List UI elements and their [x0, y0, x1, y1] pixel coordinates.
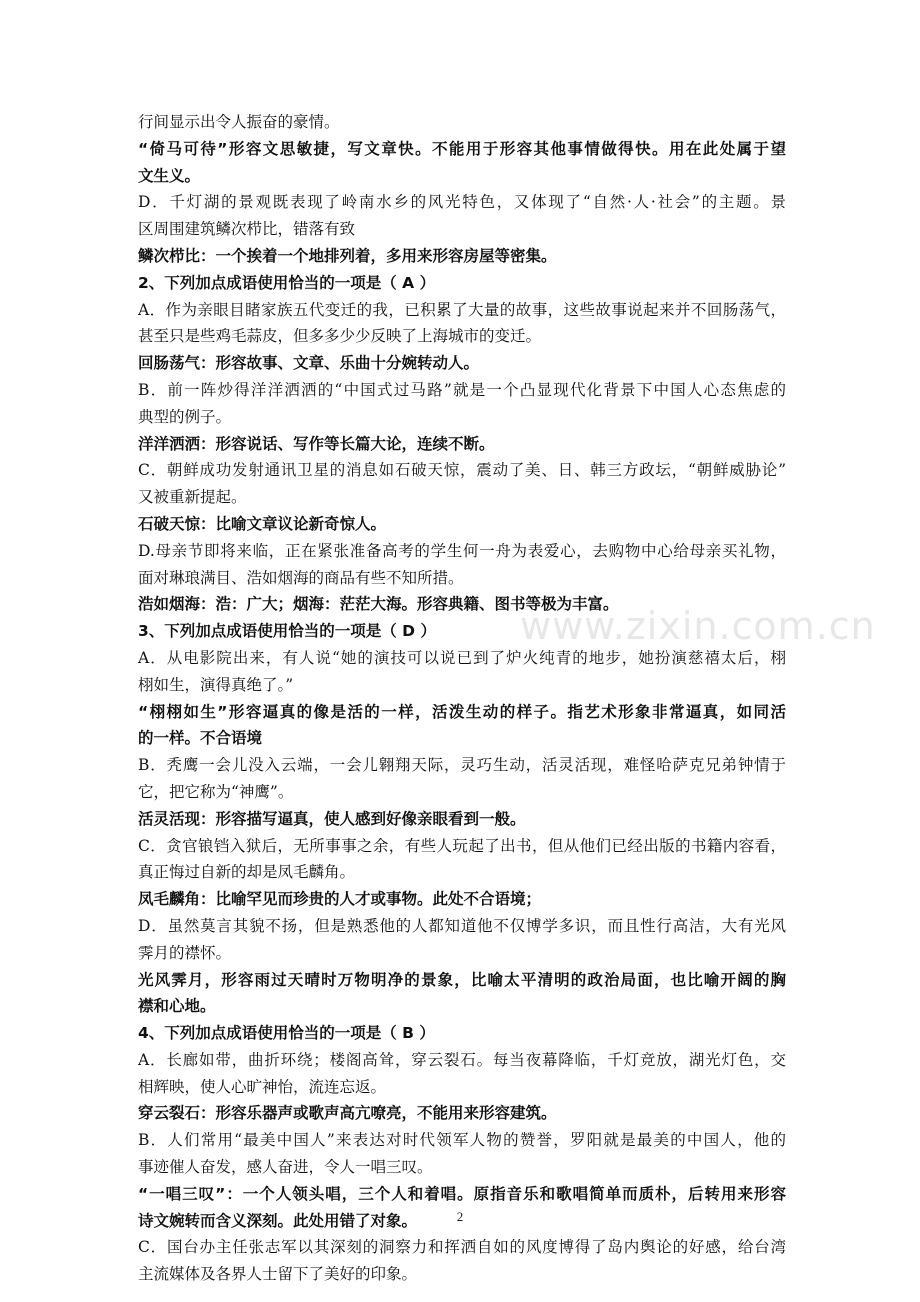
question-text-line: A．长廊如带，曲折环绕；楼阁高耸，穿云裂石。每当夜幕降临，千灯竞放，湖光灯色，交 [138, 1050, 786, 1069]
answer-explanation-line: 文生义。 [138, 166, 201, 185]
question-text-line: 区周围建筑鳞次栉比，错落有致 [138, 220, 356, 239]
question-text-line: C．贪官锒铛入狱后，无所事事之余，有些人玩起了出书，但从他们已经出版的书籍内容看， [138, 836, 786, 855]
question-text-line: A．从电影院出来，有人说“她的演技可以说已到了炉火纯青的地步，她扮演慈禧太后，栩 [138, 648, 786, 667]
answer-explanation-line: 光风霁月，形容雨过天晴时万物明净的景象，比喻太平清明的政治局面，也比喻开阔的胸 [138, 970, 786, 989]
question-text-line: 甚至只是些鸡毛蒜皮，但多多少少反映了上海城市的变迁。 [138, 327, 542, 346]
answer-explanation-line: 2、下列加点成语使用恰当的一项是（ A ） [138, 273, 436, 292]
answer-explanation-line: 3、下列加点成语使用恰当的一项是（ D ） [138, 622, 436, 641]
question-text-line: C．朝鲜成功发射通讯卫星的消息如石破天惊，震动了美、日、韩三方政坛，“朝鲜威胁论” [138, 461, 786, 480]
question-text-line: D．千灯湖的景观既表现了岭南水乡的风光特色，又体现了“自然·人·社会”的主题。景 [138, 193, 786, 212]
question-text-line: 栩如生，演得真绝了。” [138, 675, 294, 694]
question-text-line: 行间显示出令人振奋的豪情。 [138, 113, 340, 131]
answer-explanation-line: 回肠荡气：形容故事、文章、乐曲十分婉转动人。 [138, 354, 480, 373]
watermark: www.zixin.com.cn [520, 604, 876, 648]
question-text-line: D．虽然莫言其貌不扬，但是熟悉他的人都知道他不仅博学多识，而且性行高洁，大有光风 [138, 916, 786, 935]
answer-explanation-line: 鳞次栉比：一个挨着一个地排列着，多用来形容房屋等密集。 [138, 246, 557, 265]
question-text-line: 霁月的襟怀。 [138, 943, 232, 962]
question-text-line: A．作为亲眼目睹家族五代变迁的我，已积累了大量的故事，这些故事说起来并不回肠荡气， [138, 300, 786, 319]
question-text-line: 面对琳琅满目、浩如烟海的商品有些不知所措。 [138, 568, 464, 587]
question-text-line: 主流媒体及各界人士留下了美好的印象。 [138, 1265, 418, 1284]
answer-explanation-line: 活灵活现：形容描写逼真，使人感到好像亲眼看到一般。 [138, 809, 526, 828]
question-text-line: B．前一阵炒得洋洋洒洒的“中国式过马路”就是一个凸显现代化背景下中国人心态焦虑的 [138, 380, 786, 399]
answer-explanation-line: 凤毛麟角：比喻罕见而珍贵的人才或事物。此处不合语境； [138, 890, 542, 909]
question-text-line: 它，把它称为“神鹰”。 [138, 782, 294, 801]
question-text-line: B．秃鹰一会儿没入云端，一会儿翱翔天际，灵巧生动，活灵活现，难怪哈萨克兄弟钟情于 [138, 756, 786, 775]
question-text-line: 事迹催人奋发，感人奋进，令人一唱三叹。 [138, 1158, 433, 1177]
question-text-line: B．人们常用“最美中国人”来表达对时代领军人物的赞誉，罗阳就是最美的中国人，他的 [138, 1131, 786, 1150]
answer-explanation-line: 洋洋洒洒：形容说话、写作等长篇大论，连续不断。 [138, 434, 495, 453]
question-text-line: C．国台办主任张志军以其深刻的洞察力和挥洒自如的风度博得了岛内舆论的好感，给台湾 [138, 1238, 786, 1257]
question-text-line: 真正悔过自新的却是凤毛麟角。 [138, 863, 356, 882]
page-number: 2 [456, 1209, 464, 1224]
question-text-line: 相辉映，使人心旷神怡，流连忘返。 [138, 1077, 387, 1096]
answer-explanation-line: “栩栩如生”形容逼真的像是活的一样，活泼生动的样子。指艺术形象非常逼真，如同活 [138, 702, 786, 721]
answer-explanation-line: 的一样。不合语境 [138, 729, 263, 748]
document-body [138, 109, 786, 1288]
answer-explanation-line: 诗文婉转而含义深刻。此处用错了对象。 [138, 1211, 418, 1230]
question-text-line: D.母亲节即将来临，正在紧张准备高考的学生何一舟为表爱心，去购物中心给母亲买礼物， [138, 541, 786, 560]
question-text-line: 典型的例子。 [138, 407, 232, 426]
answer-explanation-line: 浩如烟海：浩：广大；烟海：茫茫大海。形容典籍、图书等极为丰富。 [138, 595, 619, 614]
answer-explanation-line: “倚马可待”形容文思敏捷，写文章快。不能用于形容其他事情做得快。用在此处属于望 [138, 139, 786, 158]
answer-explanation-line: “一唱三叹”：一个人领头唱，三个人和着唱。原指音乐和歌唱简单而质朴，后转用来形容 [138, 1184, 786, 1203]
answer-explanation-line: 4、下列加点成语使用恰当的一项是（ B ） [138, 1024, 435, 1043]
answer-explanation-line: 穿云裂石：形容乐器声或歌声高亢嘹亮，不能用来形容建筑。 [138, 1104, 557, 1123]
question-text-line: 又被重新提起。 [138, 488, 247, 507]
answer-explanation-line: 襟和心地。 [138, 997, 216, 1016]
answer-explanation-line: 石破天惊：比喻文章议论新奇惊人。 [138, 514, 387, 533]
